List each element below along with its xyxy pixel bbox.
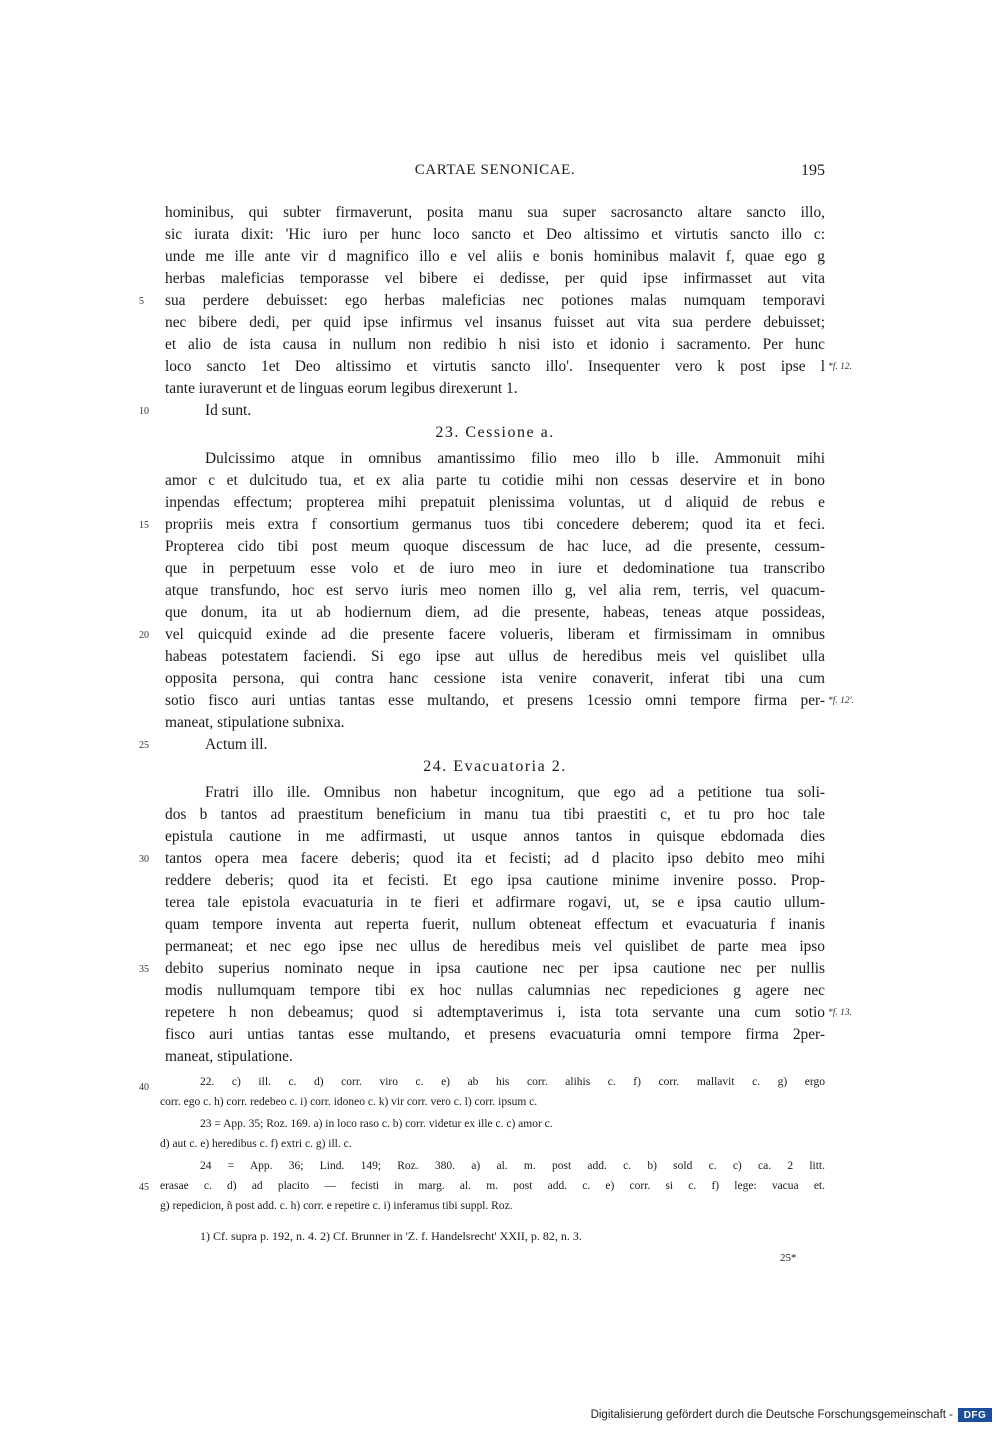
body-line: Id sunt. <box>205 402 252 419</box>
footnote-line: 23 = App. 35; Roz. 169. a) in loco raso c. b) corr. videtur ex ille c. c) amor c. <box>200 1118 553 1130</box>
section-heading-24: 24. Evacuatoria 2. <box>423 758 567 775</box>
body-line: reddere deberis; quod ita et fecisti. Et ego ipsa cautione minime invenire posso. Prop- <box>165 872 825 889</box>
footnote-line: 1) Cf. supra p. 192, n. 4. 2) Cf. Brunner in 'Z. f. Handelsrecht' XXII, p. 82, n. 3. <box>200 1229 582 1243</box>
body-line: tante iuraverunt et de linguas eorum legibus direxerunt 1. <box>165 380 518 397</box>
body-line: et alio de ista causa in nullum non redibio h nisi isto et idonio i sacramento. Per hunc <box>165 336 825 353</box>
body-line: maneat, stipulatione. <box>165 1048 293 1065</box>
margin-note: *f. 13. <box>828 1008 853 1018</box>
footnote-line: corr. ego c. h) corr. redebeo c. i) corr. idoneo c. k) vir corr. vero c. l) corr. ipsum c. <box>160 1096 538 1108</box>
body-line: herbas maleficias temporasse vel bibere ei dedisse, per quid ipse infirmasset aut vita <box>165 270 825 287</box>
margin-note: *f. 12'. <box>828 696 855 706</box>
dfg-credit-banner[interactable] <box>591 1408 992 1422</box>
body-line: debito superius nominato neque in ipsa cautione nec per ipsa cautione nec per nullis <box>165 960 825 977</box>
body-line: repetere h non debeamus; quod si adtemptaverimus i, ista tota servante una cum sotio <box>165 1004 825 1021</box>
running-title: CARTAE SENONICAE. <box>414 162 576 178</box>
body-line: amor c et dulcitudo tua, et ex alia parte tu cotidie mihi non cessas deservire et in bono <box>165 472 825 489</box>
body-line: sua perdere debuisset: ego herbas maleficias nec potiones malas numquam temporavi <box>165 292 825 309</box>
dfg-logo-icon: DFG <box>958 1408 992 1422</box>
footnote-line: d) aut c. e) heredibus c. f) extri c. g) ill. c. <box>160 1138 352 1150</box>
body-line: fisco auri untias tantas esse multando, et presens evacuaturia omni tempore firma 2per- <box>165 1026 825 1043</box>
body-line: sic iurata dixit: 'Hic iuro per hunc loco sancto et Deo altissimo et virtutis sancto illo c: <box>165 226 825 243</box>
footnote-line: 24 = App. 36; Lind. 149; Roz. 380. a) al. m. post add. c. b) sold c. c) ca. 2 litt. <box>200 1160 825 1172</box>
body-line: habeas potestatem faciendi. Si ego ipse aut ullus de heredibus meis vel quislibet ulla <box>165 648 825 665</box>
footnote-line: g) repedicion, ñ post add. c. h) corr. e repetire c. i) inferamus tibi suppl. Roz. <box>160 1200 513 1212</box>
body-line: Fratri illo ille. Omnibus non habetur incognitum, que ego ad a petitione tua soli- <box>205 784 825 801</box>
body-line: sotio fisco auri untias tantas esse multando, et presens 1cessio omni tempore firma per- <box>165 692 825 709</box>
body-line: Actum ill. <box>205 736 268 753</box>
line-number: 45 <box>139 1182 149 1193</box>
line-number: 35 <box>139 964 149 975</box>
line-number: 15 <box>139 520 149 531</box>
line-number: 25 <box>139 740 149 751</box>
body-line: Dulcissimo atque in omnibus amantissimo filio meo illo b ille. Ammonuit mihi <box>205 450 825 467</box>
body-line: propriis meis extra f consortium germanus tuos tibi concedere deberem; quod ita et feci. <box>165 516 825 533</box>
body-line: permaneat; et nec ego ipse nec ullus de heredibus meis vel quislibet de parte mea ipso <box>165 938 825 955</box>
body-line: inpendas effectum; propterea mihi prepatuit plenissima voluntas, ut d aliquid de rebus e <box>165 494 825 511</box>
body-line: maneat, stipulatione subnixa. <box>165 714 345 731</box>
body-line: modis nullumquam tempore tibi ex hoc nullas calumnias nec repediciones g agere nec <box>165 982 825 999</box>
body-line: atque transfundo, hoc est servo iuris meo nomen illo g, vel alia rem, terris, vel quacum- <box>165 582 825 599</box>
body-line: tantos opera mea facere deberis; quod ita et fecisti; ad d placito ipso debito meo mihi <box>165 850 825 867</box>
page-number: 195 <box>801 162 825 179</box>
signature-mark: 25* <box>780 1252 797 1264</box>
dfg-credit-text: Digitalisierung gefördert durch die Deutsche Forschungsgemeinschaft - <box>590 1409 953 1421</box>
body-line: opposita persona, qui contra hanc cessione ista venire conaverit, inferat tibi una cum <box>165 670 825 687</box>
body-line: epistula cautione in me adfirmasti, ut usque annos tantos in quisque ebdomada dies <box>165 828 825 845</box>
margin-note: *f. 12. <box>828 362 853 372</box>
body-line: que in perpetuum esse volo et de iuro meo in iure et dedominatione tua transcribo <box>165 560 825 577</box>
line-number: 20 <box>139 630 149 641</box>
line-number: 30 <box>139 854 149 865</box>
line-number: 40 <box>139 1082 149 1093</box>
line-number: 5 <box>139 296 144 307</box>
body-line: vel quicquid exinde ad die presente facere volueris, liberam et firmissimam in omnibus <box>165 626 825 643</box>
body-line: loco sancto 1et Deo altissimo et virtutis sancto illo'. Insequenter vero k post ipse l <box>165 358 825 375</box>
running-header <box>165 162 825 186</box>
body-line: terea tale epistola evacuaturia in te fieri et adfirmare rogavi, ut, se e ipsa cautio ullum- <box>165 894 825 911</box>
body-line: quam tempore inventa aut reperta fuerit, nullum obteneat effectum et evacuaturia f inanis <box>165 916 825 933</box>
section-heading-23: 23. Cessione a. <box>435 424 555 441</box>
body-line: que donum, ita ut ab hodiernum diem, ad die presente, habeas, teneas atque possideas, <box>165 604 825 621</box>
footnote-line: 22. c) ill. c. d) corr. viro c. e) ab his corr. alihis c. f) corr. mallavit c. g) ergo <box>200 1076 825 1088</box>
body-line: nec bibere dedi, per quid ipse infirmus vel insanus fuisset aut vita sua perdere debuisset; <box>165 314 825 331</box>
footnote-line: erasae c. d) ad placito — fecisti in marg. al. m. post add. c. e) corr. si c. f) lege: vacua et. <box>160 1180 825 1192</box>
line-number: 10 <box>139 406 149 417</box>
body-line: Propterea cido tibi post meum quoque discessum de hac luce, ad die presente, cessum- <box>165 538 825 555</box>
body-line: hominibus, qui subter firmaverunt, posita manu sua super sacrosancto altare sancto illo, <box>165 204 825 221</box>
body-line: unde me ille ante vir d magnifico illo e vel aliis e bonis hominibus malavit f, quae ego g <box>165 248 825 265</box>
body-line: dos b tantos ad praestitum beneficium in manu tua tibi praestiti c, et tu pro hoc tale <box>165 806 825 823</box>
